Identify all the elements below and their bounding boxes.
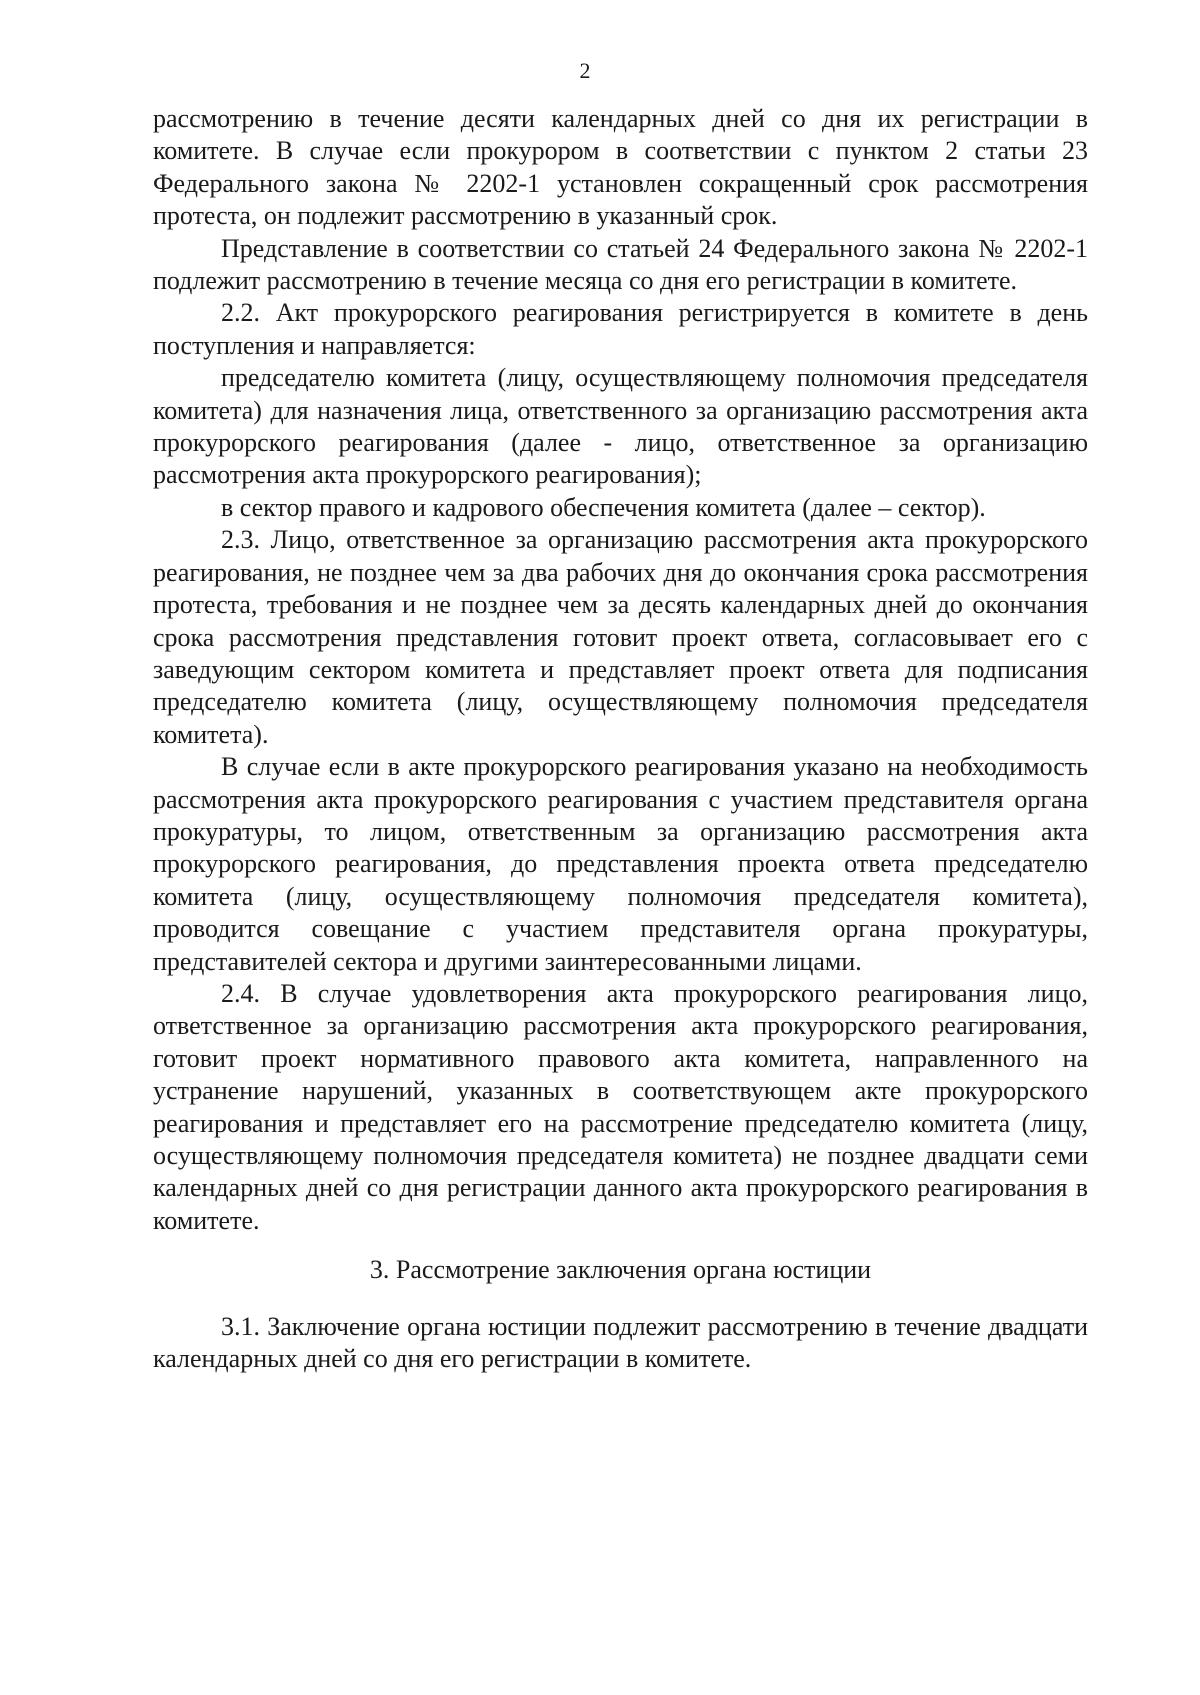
paragraph-2-2-chairman: председателю комитета (лицу, осуществляющему полномочия председателя комитета) для назначения лица, ответственного за организацию рассмотрения акта прокурорского реагирования (далее - лицо, ответственное за организацию рассмотрения акта прокурорского реагирования); <box>153 363 1088 490</box>
paragraph-2-3: 2.3. Лицо, ответственное за организацию рассмотрения акта прокурорского реагирования, не позднее чем за два рабочих дня до окончания срока рассмотрения протеста, требования и не позднее чем за десять календарных дней до окончания срока рассмотрения представления готовит проект ответа, согласовывает его с заведующим сектором комитета и представляет проект ответа для подписания председателю комитета (лицу, осуществляющему полномочия председателя комитета). <box>153 525 1088 749</box>
paragraph-3-1: 3.1. Заключение органа юстиции подлежит рассмотрению в течение двадцати календарных дней со дня его регистрации в комитете. <box>153 1311 1088 1374</box>
paragraph-2-2: 2.2. Акт прокурорского реагирования регистрируется в комитете в день поступления и направляется: <box>153 298 1088 360</box>
section-3-heading: 3. Рассмотрение заключения органа юстиции <box>369 1255 872 1285</box>
paragraph-continuation: рассмотрению в течение десяти календарных дней со дня их регистрации в комитете. В случае если прокурором в соответствии с пунктом 2 статьи 23 Федерального закона № 2202-1 установлен сокращенный срок рассмотрения протеста, он подлежит рассмотрению в указанный срок. <box>153 104 1088 231</box>
paragraph-representation: Представление в соответствии со статьей 24 Федерального закона № 2202-1 подлежит рассмотрению в течение месяца со дня его регистрации в комитете. <box>153 233 1088 296</box>
paragraph-2-2-sector: в сектор правого и кадрового обеспечения комитета (далее – сектор). <box>221 492 986 522</box>
page-number: 2 <box>579 58 591 83</box>
paragraph-2-4: 2.4. В случае удовлетворения акта прокурорского реагирования лицо, ответственное за организацию рассмотрения акта прокурорского реагирования, готовит проект нормативного правового акта комитета, направленного на устранение нарушений, указанных в соответствующем акте прокурорского реагирования и представляет его на рассмотрение председателю комитета (лицу, осуществляющему полномочия председателя комитета) не позднее двадцати семи календарных дней со дня регистрации данного акта прокурорского реагирования в комитете. <box>153 978 1088 1235</box>
paragraph-2-3-meeting: В случае если в акте прокурорского реагирования указано на необходимость рассмотрения акта прокурорского реагирования с участием представителя органа прокуратуры, то лицом, ответственным за организацию рассмотрения акта прокурорского реагирования, до представления проекта ответа председателю комитета (лицу, осуществляющему полномочия председателя комитета), проводится совещание с участием представителя органа прокуратуры, представителей сектора и другими заинтересованными лицами. <box>153 752 1088 976</box>
document-body <box>153 103 1088 1375</box>
